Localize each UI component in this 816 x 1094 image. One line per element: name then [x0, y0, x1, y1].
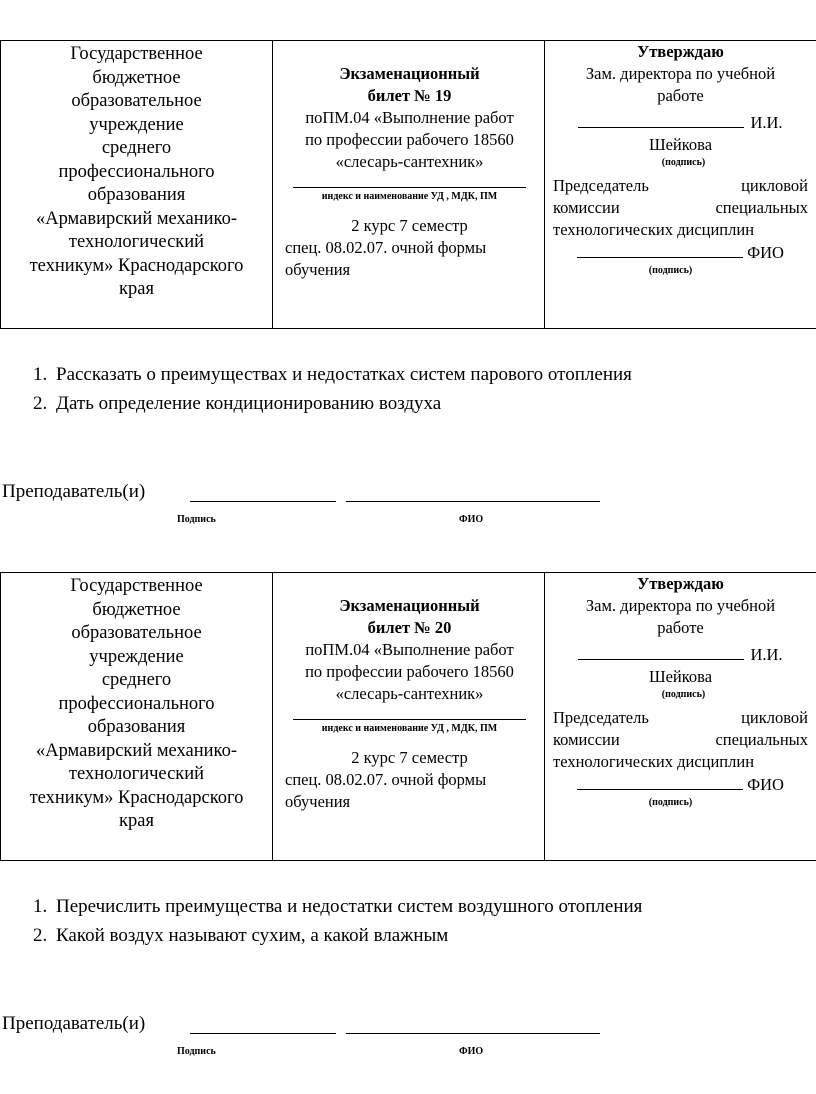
- deputy-initials: И.И.: [750, 645, 783, 664]
- teacher-label: Преподаватель(и): [2, 1013, 146, 1034]
- signature-line: [577, 773, 743, 790]
- chair-title-row: [553, 197, 808, 219]
- subject-line: поПМ.04 «Выполнение работ: [305, 640, 514, 659]
- specialty-line: спец. 08.02.07. очной формы: [285, 770, 487, 789]
- org-line: профессионального: [58, 693, 215, 714]
- org-line: учреждение: [89, 114, 184, 135]
- chair-word: цикловой: [741, 708, 808, 727]
- deputy-surname: Шейкова: [648, 667, 713, 686]
- org-line: среднего: [101, 670, 172, 690]
- subject-line: по профессии рабочего 18560: [305, 662, 514, 681]
- teacher-fio-caption: ФИО: [459, 1046, 484, 1057]
- approve-heading: Утверждаю: [637, 42, 724, 61]
- subject-line: «слесарь-сантехник»: [335, 152, 484, 171]
- org-line: техникум» Краснодарского: [29, 255, 244, 276]
- signature-caption: (подпись): [661, 689, 706, 700]
- questions-list-20: [0, 892, 812, 950]
- chair-word: специальных: [715, 730, 808, 749]
- deputy-surname: Шейкова: [648, 135, 713, 154]
- teacher-fio-line: [346, 501, 600, 502]
- teacher-signature-line: [190, 1033, 336, 1034]
- approval-cell: [545, 573, 816, 861]
- index-caption: индекс и наименование УД , МДК, ПМ: [293, 719, 526, 737]
- ticket-info-cell: [273, 573, 545, 861]
- org-line: учреждение: [89, 646, 184, 667]
- specialty-line: обучения: [285, 260, 351, 279]
- signature-line: [577, 241, 743, 258]
- chair-fio: ФИО: [747, 775, 784, 794]
- signature-line: [578, 643, 744, 660]
- org-line: образования: [87, 717, 186, 737]
- signature-line: [578, 111, 744, 128]
- org-line: образовательное: [71, 91, 202, 111]
- org-line: технологический: [68, 232, 205, 252]
- organization-name: [1, 573, 272, 834]
- ticket-header-19: [0, 40, 816, 329]
- subject-line: по профессии рабочего 18560: [305, 130, 514, 149]
- chair-title-row: технологических дисциплин: [553, 752, 755, 771]
- deputy-initials: И.И.: [750, 113, 783, 132]
- question-item: 1. Рассказать о преимуществах и недостатках систем парового отопления: [52, 360, 812, 389]
- specialty-line: обучения: [285, 792, 351, 811]
- teacher-fio-caption: ФИО: [459, 514, 484, 525]
- chair-word: Председатель: [553, 708, 649, 727]
- chair-title-row: технологических дисциплин: [553, 220, 755, 239]
- org-line: образовательное: [71, 623, 202, 643]
- teacher-signature-caption: Подпись: [177, 1046, 216, 1057]
- org-line: технологический: [68, 764, 205, 784]
- subject-line: «слесарь-сантехник»: [335, 684, 484, 703]
- org-line: «Армавирский механико-: [35, 740, 238, 761]
- org-line: Государственное: [70, 44, 203, 64]
- deputy-signature-row: [553, 111, 808, 134]
- chair-title-row: [553, 707, 808, 729]
- signature-caption: (подпись): [648, 797, 693, 808]
- chair-title-row: [553, 175, 808, 197]
- signature-caption: (подпись): [648, 265, 693, 276]
- teacher-label: Преподаватель(и): [2, 481, 146, 502]
- deputy-title: работе: [657, 618, 704, 637]
- teacher-fio-line: [346, 1033, 600, 1034]
- approval-cell: [545, 41, 816, 329]
- org-line: «Армавирский механико-: [35, 208, 238, 229]
- chair-signature-row: [553, 773, 808, 796]
- chair-word: Председатель: [553, 176, 649, 195]
- deputy-title: Зам. директора по учебной: [585, 64, 776, 83]
- signature-caption: (подпись): [661, 157, 706, 168]
- org-line: бюджетное: [92, 67, 181, 88]
- question-item: 2. Какой воздух называют сухим, а какой влажным: [52, 921, 812, 950]
- org-line: техникум» Краснодарского: [29, 787, 244, 808]
- teacher-signature-line: [190, 501, 336, 502]
- org-line: среднего: [101, 138, 172, 158]
- question-item: 1. Перечислить преимущества и недостатки систем воздушного отопления: [52, 892, 812, 921]
- question-item: 2. Дать определение кондиционированию воздуха: [52, 389, 812, 418]
- ticket-info-cell: [273, 41, 545, 329]
- ticket-title: Экзаменационный: [339, 596, 480, 615]
- subject-line: поПМ.04 «Выполнение работ: [305, 108, 514, 127]
- chair-fio: ФИО: [747, 243, 784, 262]
- deputy-title: Зам. директора по учебной: [585, 596, 776, 615]
- deputy-signature-row: [553, 643, 808, 666]
- chair-word: цикловой: [741, 176, 808, 195]
- org-line: бюджетное: [92, 599, 181, 620]
- organization-cell: [1, 573, 273, 861]
- ticket-header-table: [0, 40, 816, 329]
- specialty-line: спец. 08.02.07. очной формы: [285, 238, 487, 257]
- chair-word: комиссии: [553, 730, 620, 749]
- ticket-number: билет № 19: [367, 86, 452, 105]
- index-caption: индекс и наименование УД , МДК, ПМ: [293, 187, 526, 205]
- chair-word: специальных: [715, 198, 808, 217]
- ticket-header-table: [0, 572, 816, 861]
- org-line: Государственное: [70, 576, 203, 596]
- deputy-title: работе: [657, 86, 704, 105]
- course-semester: 2 курс 7 семестр: [351, 748, 468, 767]
- chair-word: комиссии: [553, 198, 620, 217]
- ticket-header-20: [0, 572, 816, 861]
- org-line: образования: [87, 185, 186, 205]
- org-line: края: [119, 279, 154, 299]
- teacher-signature-caption: Подпись: [177, 514, 216, 525]
- org-line: края: [119, 811, 154, 831]
- chair-title-row: [553, 729, 808, 751]
- organization-cell: [1, 41, 273, 329]
- chair-signature-row: [553, 241, 808, 264]
- course-semester: 2 курс 7 семестр: [351, 216, 468, 235]
- ticket-title: Экзаменационный: [339, 64, 480, 83]
- approve-heading: Утверждаю: [637, 574, 724, 593]
- ticket-number: билет № 20: [367, 618, 452, 637]
- organization-name: [1, 41, 272, 302]
- org-line: профессионального: [58, 161, 215, 182]
- questions-list-19: [0, 360, 812, 418]
